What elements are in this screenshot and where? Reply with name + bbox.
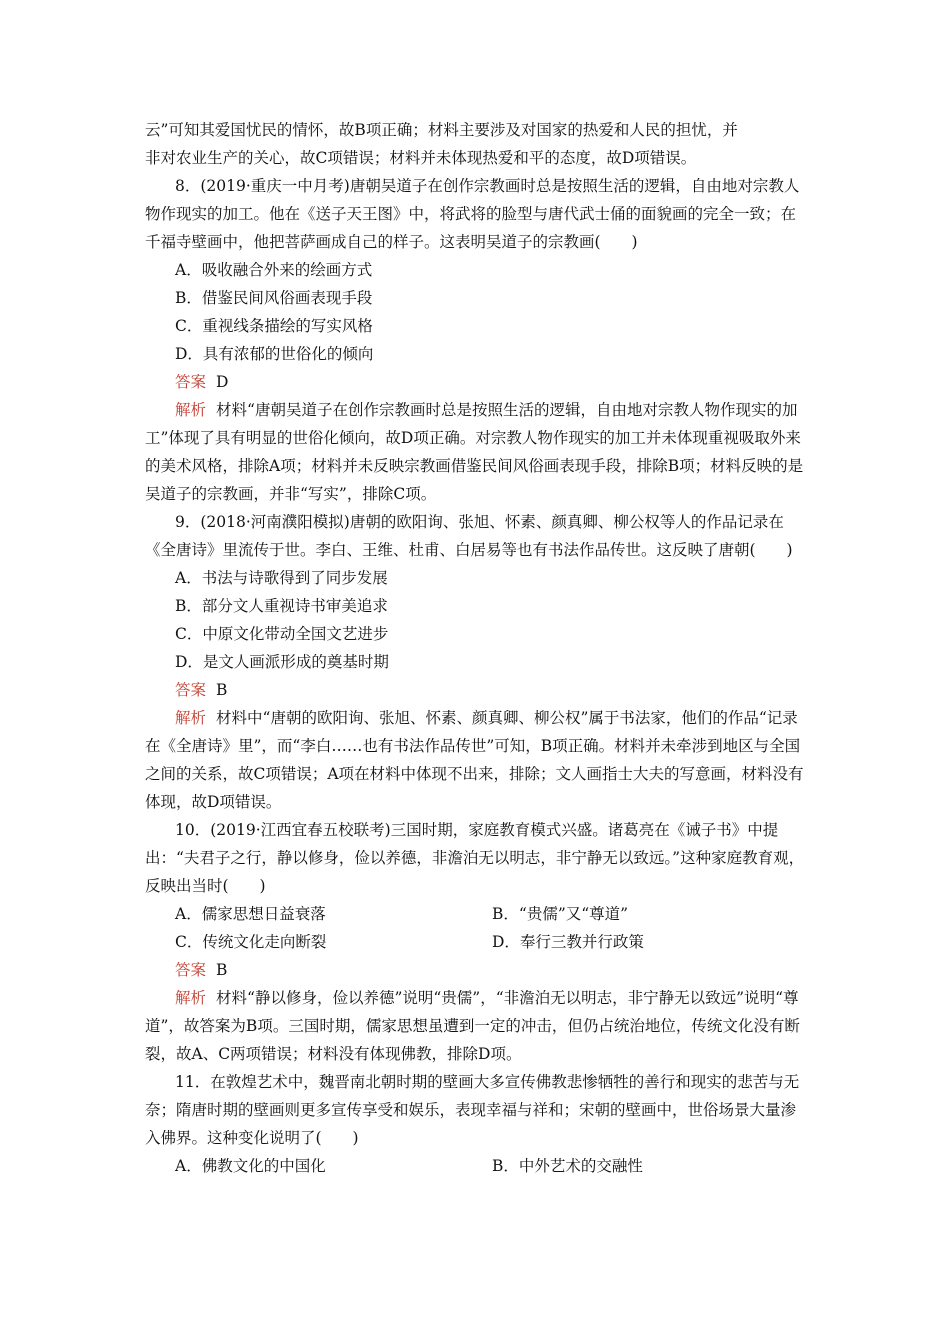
question-8-analysis <box>145 396 809 508</box>
question-10-option-c: C．传统文化走向断裂 <box>175 933 327 951</box>
answer-value: B <box>216 681 228 699</box>
analysis-text: 材料“唐朝吴道子在创作宗教画时总是按照生活的逻辑，自由地对宗教人物作现实的加工”体现了具有明显的世俗化倾向，故D项正确。对宗教人物作现实的加工并未体现重视吸取外来的美术风格，排除A项；材料并未反映宗教画借鉴民间风俗画表现手段，排除B项；材料反映的是吴道子的宗教画，并非“写实”，排除C项。 <box>145 401 804 503</box>
analysis-label: 解析 <box>175 989 207 1007</box>
question-9-option-c: C．中原文化带动全国文艺进步 <box>175 625 389 643</box>
question-10-option-a: A．儒家思想日益衰落 <box>175 905 326 923</box>
question-10-option-d: D．奉行三教并行政策 <box>492 933 644 951</box>
question-8-answer <box>145 368 809 396</box>
question-11-stem: 11．在敦煌艺术中，魏晋南北朝时期的壁画大多宣传佛教悲惨牺牲的善行和现实的悲苦与无奈；隋唐时期的壁画则更多宣传享受和娱乐，表现幸福与祥和；宋朝的壁画中，世俗场景大量渗入佛界。这种变化说明了( ) <box>145 1073 800 1147</box>
question-9-analysis <box>145 704 809 816</box>
analysis-label: 解析 <box>175 709 207 727</box>
answer-value: B <box>216 961 228 979</box>
document-page <box>145 116 809 1180</box>
question-9-option-a: A．书法与诗歌得到了同步发展 <box>175 569 388 587</box>
question-8-option-c: C．重视线条描绘的写实风格 <box>175 317 373 335</box>
question-10-analysis <box>145 984 809 1068</box>
intro-line: 非对农业生产的关心，故C项错误；材料并未体现热爱和平的态度，故D项错误。 <box>145 149 697 167</box>
question-9-answer <box>145 676 809 704</box>
question-11-option-a: A．佛教文化的中国化 <box>175 1157 326 1175</box>
question-9-stem: 9．(2018·河南濮阳模拟)唐朝的欧阳询、张旭、怀素、颜真卿、柳公权等人的作品记录在《全唐诗》里流传于世。李白、王维、杜甫、白居易等也有书法作品传世。这反映了唐朝( ) <box>145 513 793 559</box>
question-11-option-b: B．中外艺术的交融性 <box>492 1157 643 1175</box>
question-10-answer <box>145 956 809 984</box>
question-10-options-row-2 <box>145 928 809 956</box>
intro-line: 云”可知其爱国忧民的情怀，故B项正确；材料主要涉及对国家的热爱和人民的担忧，并 <box>145 121 738 139</box>
analysis-text: 材料中“唐朝的欧阳询、张旭、怀素、颜真卿、柳公权”属于书法家，他们的作品“记录在《全唐诗》里”，而“李白……也有书法作品传世”可知，B项正确。材料并未牵涉到地区与全国之间的关系，故C项错误；A项在材料中体现不出来，排除；文人画指士大夫的写意画，材料没有体现，故D项错误。 <box>145 709 804 811</box>
question-8-option-a: A．吸收融合外来的绘画方式 <box>175 261 373 279</box>
question-8-option-b: B．借鉴民间风俗画表现手段 <box>175 289 373 307</box>
answer-value: D <box>216 373 229 391</box>
question-10-stem: 10．(2019·江西宜春五校联考)三国时期，家庭教育模式兴盛。诸葛亮在《诫子书》中提出：“夫君子之行，静以修身，俭以养德，非澹泊无以明志，非宁静无以致远。”这种家庭教育观，反映出当时( ) <box>145 821 805 895</box>
answer-label: 答案 <box>175 681 207 699</box>
answer-label: 答案 <box>175 961 207 979</box>
question-10-option-b: B．“贵儒”又“尊道” <box>492 905 629 923</box>
analysis-text: 材料“静以修身，俭以养德”说明“贵儒”，“非澹泊无以明志，非宁静无以致远”说明“尊道”，故答案为B项。三国时期，儒家思想虽遭到一定的冲击，但仍占统治地位，传统文化没有断裂，故A、C两项错误；材料没有体现佛教，排除D项。 <box>145 989 800 1063</box>
question-9-option-d: D．是文人画派形成的奠基时期 <box>175 653 389 671</box>
question-8-option-d: D．具有浓郁的世俗化的倾向 <box>175 345 374 363</box>
question-10-options-row-1 <box>145 900 809 928</box>
answer-label: 答案 <box>175 373 207 391</box>
analysis-label: 解析 <box>175 401 207 419</box>
question-8-stem: 8．(2019·重庆一中月考)唐朝吴道子在创作宗教画时总是按照生活的逻辑，自由地对宗教人物作现实的加工。他在《送子天王图》中，将武将的脸型与唐代武士俑的面貌画的完全一致；在千福寺壁画中，他把菩萨画成自己的样子。这表明吴道子的宗教画( ) <box>145 177 800 251</box>
question-9-option-b: B．部分文人重视诗书审美追求 <box>175 597 388 615</box>
question-11-options-row-1 <box>145 1152 809 1180</box>
